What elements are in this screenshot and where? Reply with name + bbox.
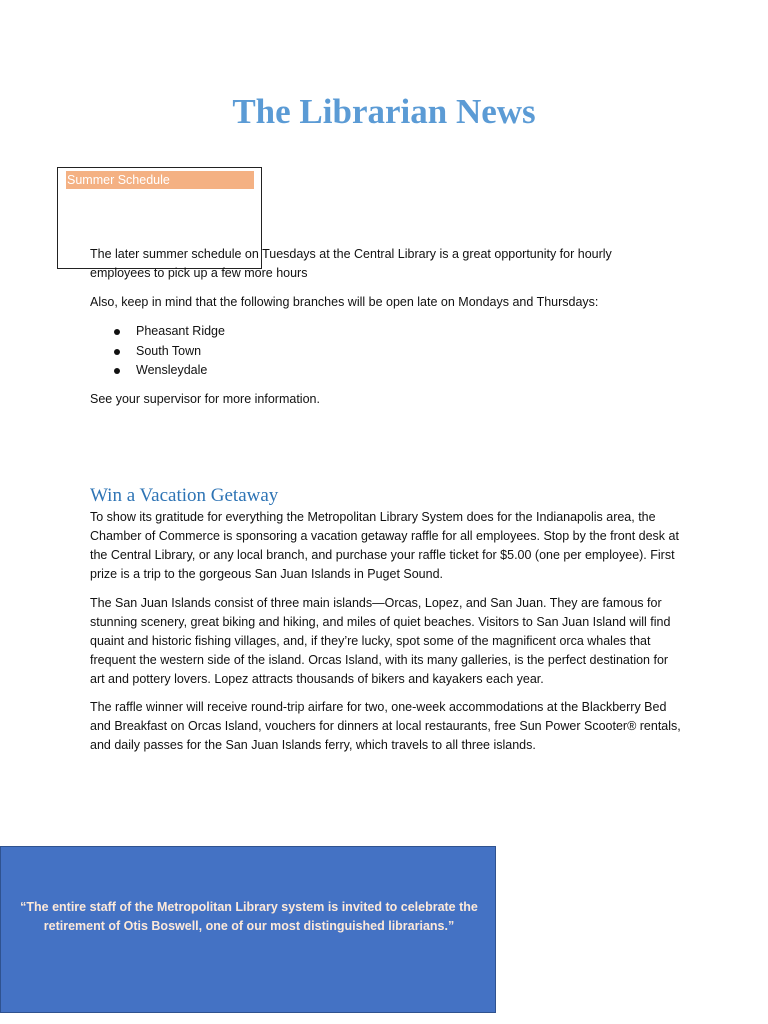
vacation-paragraph-2: The San Juan Islands consist of three main islands—Orcas, Lopez, and San Juan. They are famous for stunning scenery, great biking and hiking, and miles of quiet beaches. Visitors to San Juan Island will find quaint and historic fishing villages, and, if they’re lucky, spot some of the magnificent orca whales that frequent the western side of the island. Orcas Island, with its many galleries, is the perfect destination for art and pottery lovers. Lopez attracts thousands of bikers and kayakers each year. [90, 596, 671, 686]
list-item [90, 322, 225, 342]
summer-paragraph-1: The later summer schedule on Tuesdays at the Central Library is a great opportunity for hourly employees to pick up a few more hours [90, 247, 612, 280]
vacation-paragraph-1: To show its gratitude for everything the Metropolitan Library System does for the Indianapolis area, the Chamber of Commerce is sponsoring a vacation getaway raffle for all employees. Stop by the front desk at the Central Library, or any local branch, and purchase your raffle ticket for $5.00 (one per employee). First prize is a trip to the gorgeous San Juan Islands in Puget Sound. [90, 510, 679, 581]
summer-schedule-label: Summer Schedule [66, 171, 254, 189]
branch-name: Pheasant Ridge [136, 324, 225, 338]
bullet-icon [114, 349, 120, 355]
summer-paragraph-2: Also, keep in mind that the following branches will be open late on Mondays and Thursdays: [90, 295, 599, 309]
branch-name: South Town [136, 343, 202, 358]
summer-paragraph-3: See your supervisor for more information. [90, 392, 320, 406]
page-title: The Librarian News [232, 92, 536, 131]
bullet-icon [114, 368, 120, 374]
bullet-icon [114, 329, 120, 335]
list-item [90, 342, 225, 362]
quote-text: “The entire staff of the Metropolitan Library system is invited to celebrate the retirement of Otis Boswell, one of our most distinguished librarians.” [20, 900, 478, 933]
branch-name: Wensleydale [136, 363, 208, 377]
vacation-heading: Win a Vacation Getaway [90, 485, 279, 506]
list-item [90, 361, 225, 381]
branch-list [90, 322, 225, 381]
quote-box[interactable] [0, 846, 496, 1013]
vacation-paragraph-3: The raffle winner will receive round-trip airfare for two, one-week accommodations at the Blackberry Bed and Breakfast on Orcas Island, vouchers for dinners at local restaurants, free Sun Power Scooter® rentals, and daily passes for the San Juan Islands ferry, which travels to all three islands. [90, 700, 681, 752]
